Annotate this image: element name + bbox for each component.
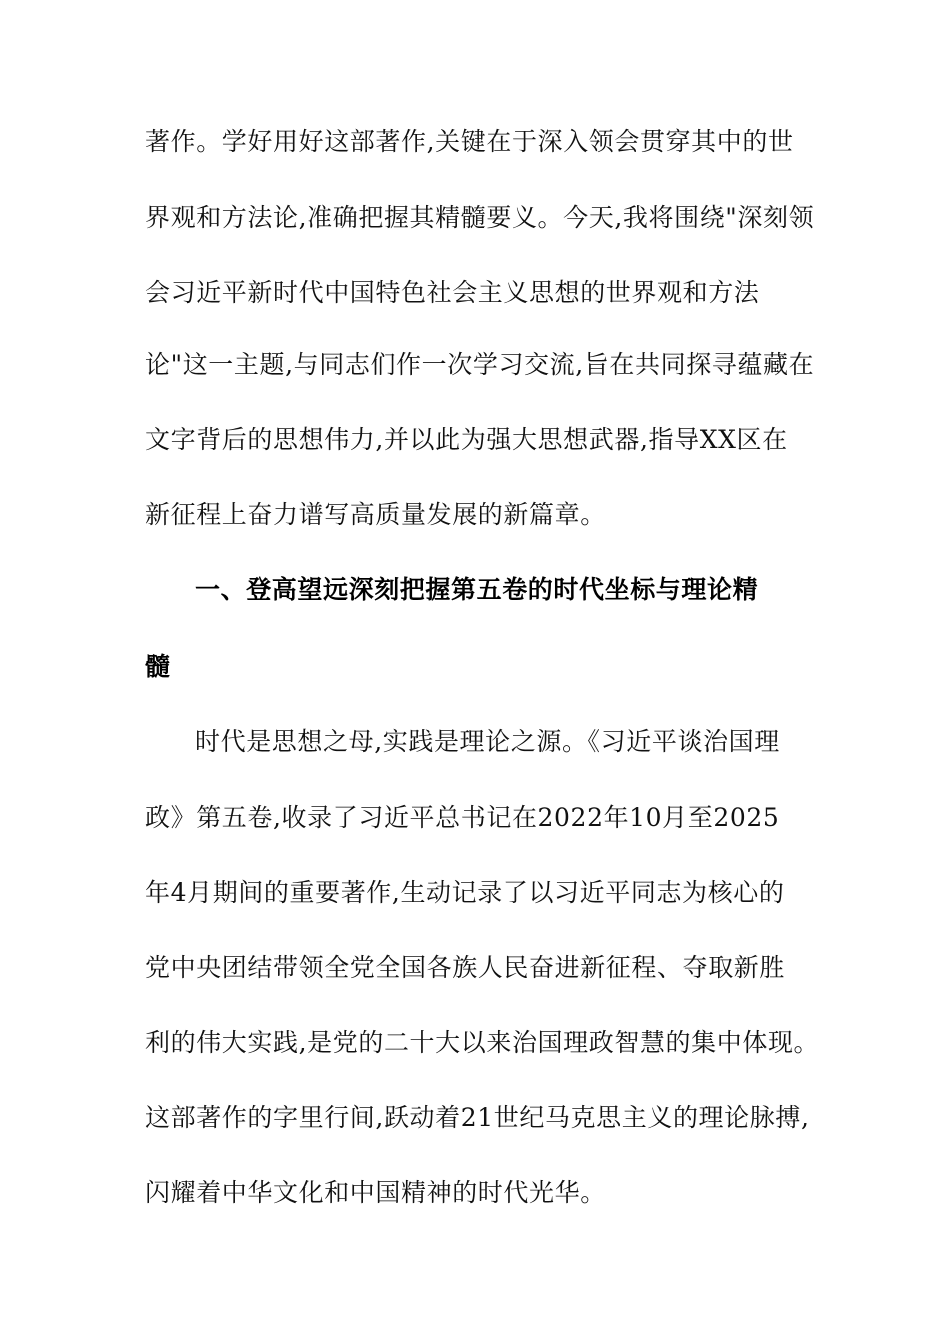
paragraph-1-line: 界观和方法论,准确把握其精髓要义。今天,我将围绕"深刻领 [145,203,815,232]
paragraph-2-line: 利的伟大实践,是党的二十大以来治国理政智慧的集中体现。 [145,1028,820,1057]
paragraph-2-line: 时代是思想之母,实践是理论之源。《习近平谈治国理 [195,727,780,756]
paragraph-1-line: 文字背后的思想伟力,并以此为强大思想武器,指导XX区在 [145,425,788,454]
paragraph-1-line: 论"这一主题,与同志们作一次学习交流,旨在共同探寻蕴藏在 [145,350,815,379]
section-heading-continuation: 髓 [145,652,171,681]
paragraph-2-line: 闪耀着中华文化和中国精神的时代光华。 [145,1178,606,1207]
paragraph-2-line: 年4月期间的重要著作,生动记录了以习近平同志为核心的 [145,878,785,907]
paragraph-2-line: 党中央团结带领全党全国各族人民奋进新征程、夺取新胜 [145,953,786,982]
section-heading: 一、登高望远深刻把握第五卷的时代坐标与理论精 [195,575,759,604]
paragraph-2-line: 政》第五卷,收录了习近平总书记在2022年10月至2025 [145,803,780,832]
paragraph-1-line: 新征程上奋力谱写高质量发展的新篇章。 [145,500,606,529]
paragraph-1-line: 著作。学好用好这部著作,关键在于深入领会贯穿其中的世 [145,127,794,156]
paragraph-2-line: 这部著作的字里行间,跃动着21世纪马克思主义的理论脉搏, [145,1103,810,1132]
paragraph-1-line: 会习近平新时代中国特色社会主义思想的世界观和方法 [145,278,760,307]
